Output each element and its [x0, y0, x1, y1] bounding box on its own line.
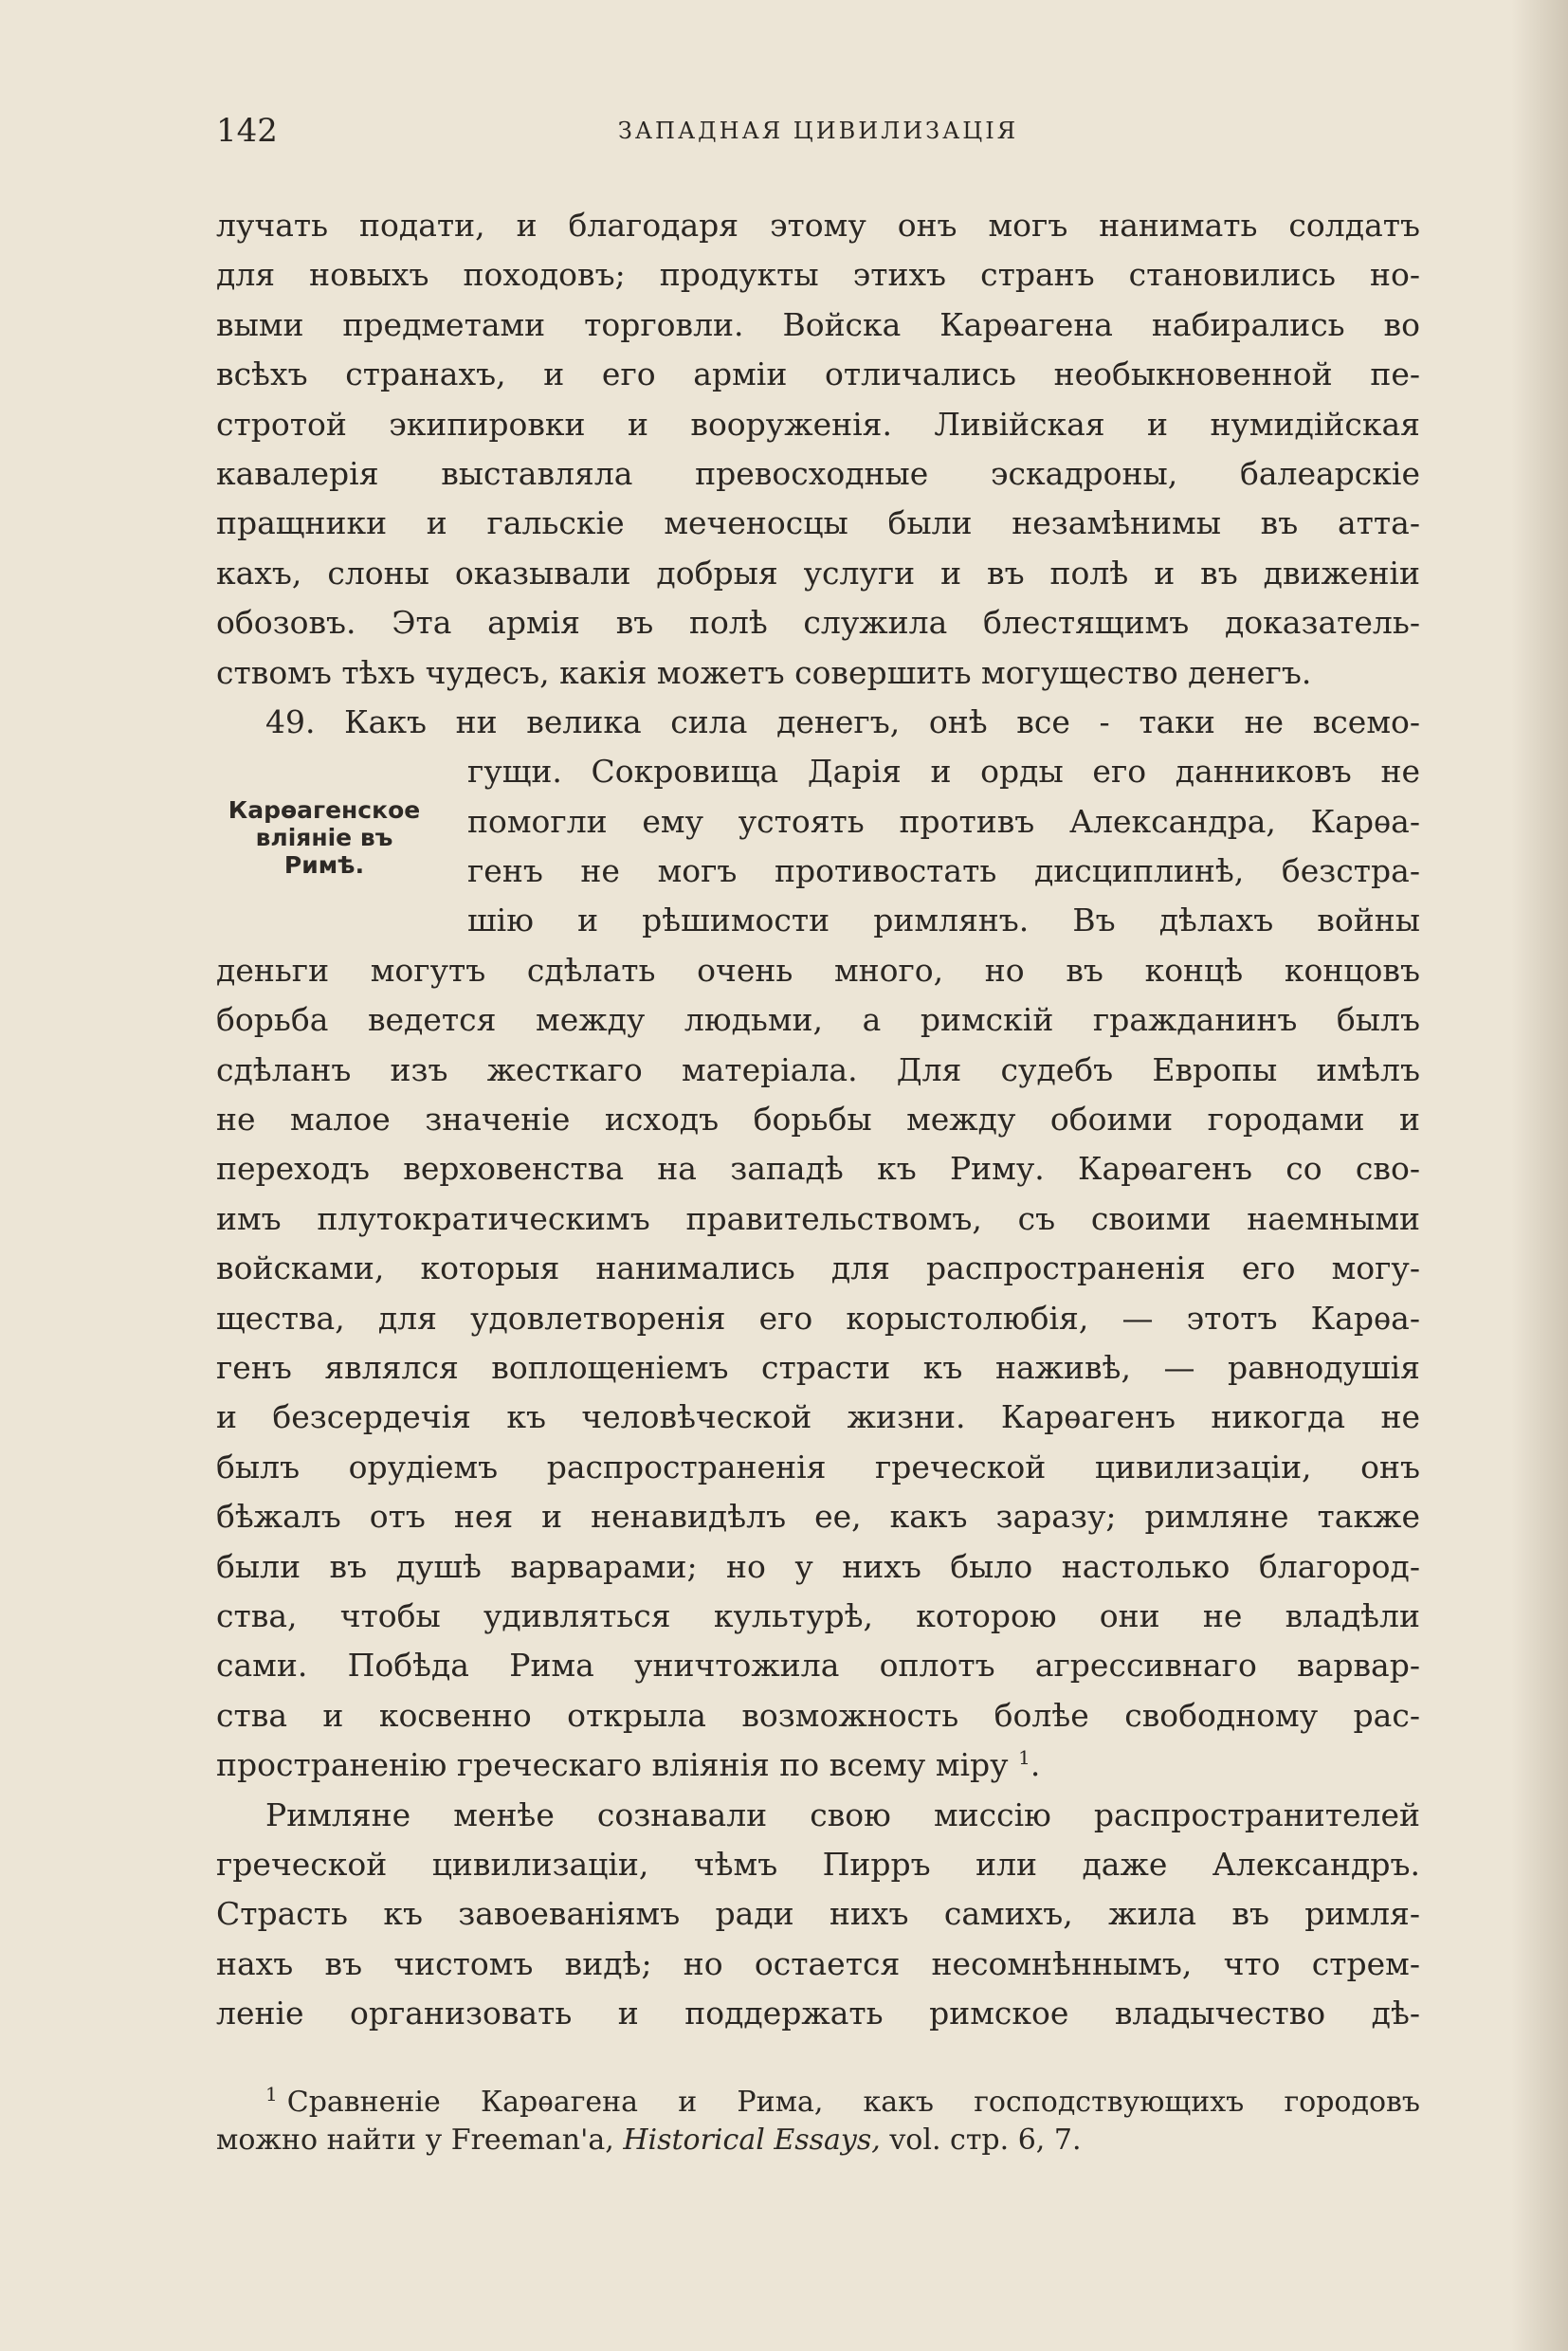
text-line: обозовъ. Эта армія въ полѣ служила блестящимъ доказатель-	[216, 604, 1420, 642]
text-line: были въ душѣ варварами; но у нихъ было настолько благород-	[216, 1547, 1420, 1585]
footnote	[216, 2084, 1420, 2160]
footnote-book-title: Historical Essays,	[623, 2123, 881, 2157]
footnote-text: можно найти у Freeman'a,	[216, 2123, 614, 2157]
text-line: выми предметами торговли. Войска Карѳагена набирались во	[216, 305, 1420, 343]
text-line: ства и косвенно открыла возможность болѣе свободному рас-	[216, 1696, 1420, 1734]
text-line: генъ не могъ противостать дисциплинѣ, безстра-	[467, 852, 1420, 890]
footnote-text: vol. стр. 6, 7.	[889, 2123, 1082, 2157]
text-line: имъ плутократическимъ правительствомъ, съ своими наемными	[216, 1199, 1420, 1237]
text-line: гущи. Сокровища Дарія и орды его данниковъ не	[467, 753, 1420, 791]
footnote-line	[216, 2084, 1420, 2122]
footnote-reference: 1	[1018, 1746, 1030, 1770]
paragraph-start: Римляне менѣе сознавали свою миссію распространителей	[265, 1795, 1420, 1833]
text-line: кавалерія выставляла превосходные эскадроны, балеарскіе	[216, 454, 1420, 492]
text-line: нахъ въ чистомъ видѣ; но остается несомнѣннымъ, что стрем-	[216, 1944, 1420, 1982]
text-line-content: пространенію греческаго вліянія по всему міру	[216, 1746, 1009, 1784]
text-line: переходъ верховенства на западѣ къ Риму. Карѳагенъ со сво-	[216, 1150, 1420, 1188]
main-text	[216, 201, 1420, 2038]
margin-note-line: Карѳагенское	[228, 796, 421, 824]
running-title: ЗАПАДНАЯ ЦИВИЛИЗАЦІЯ	[617, 118, 1019, 144]
text-line: деньги могутъ сдѣлать очень много, но въ концѣ концовъ	[216, 951, 1420, 989]
text-line: генъ являлся воплощеніемъ страсти къ наживѣ, — равнодушія	[216, 1348, 1420, 1386]
page-header	[216, 112, 1420, 155]
text-line: леніе организовать и поддержать римское владычество дѣ-	[216, 1995, 1420, 2032]
text-line: шію и рѣшимости римлянъ. Въ дѣлахъ войны	[467, 902, 1420, 939]
text-line: сами. Побѣда Рима уничтожила оплотъ агрессивнаго варвар-	[216, 1647, 1420, 1685]
text-line: Страсть къ завоеваніямъ ради нихъ самихъ, жила въ римля-	[216, 1895, 1420, 1933]
page-edge-shadow	[1511, 0, 1568, 2351]
text-line: и безсердечія къ человѣческой жизни. Карѳагенъ никогда не	[216, 1398, 1420, 1436]
footnote-mark: 1	[265, 2083, 278, 2105]
text-line: сдѣланъ изъ жесткаго матеріала. Для судебъ Европы имѣлъ	[216, 1050, 1420, 1088]
text-line: помогли ему устоять противъ Александра, Карѳа-	[467, 802, 1420, 840]
text-line: кахъ, слоны оказывали добрыя услуги и въ полѣ и въ движеніи	[216, 554, 1420, 592]
text-line: ствомъ тѣхъ чудесъ, какія можетъ совершить могущество денегъ.	[216, 653, 1312, 691]
text-line: щества, для удовлетворенія его корыстолюбія, — этотъ Карѳа-	[216, 1299, 1420, 1337]
text-line: борьба ведется между людьми, а римскій гражданинъ былъ	[216, 1001, 1420, 1039]
text-line: лучать подати, и благодаря этому онъ могъ нанимать солдатъ	[216, 207, 1420, 244]
footnote-text: Сравненіе Карѳагена и Рима, какъ господствующихъ городовъ	[286, 2086, 1420, 2119]
text-line: войсками, которыя нанимались для распространенія его могу-	[216, 1249, 1420, 1287]
text-line: для новыхъ походовъ; продукты этихъ странъ становились но-	[216, 256, 1420, 294]
text-line: греческой цивилизаціи, чѣмъ Пирръ или даже Александръ.	[216, 1845, 1420, 1883]
page-number: 142	[216, 112, 278, 150]
text-line: ства, чтобы удивляться культурѣ, которою они не владѣли	[216, 1596, 1420, 1634]
text-line: стротой экипировки и вооруженія. Ливійская и нумидійская	[216, 405, 1420, 443]
margin-note-line: Римѣ.	[283, 851, 365, 879]
text-line: не малое значеніе исходъ борьбы между обоими городами и	[216, 1101, 1420, 1139]
margin-note-line: вліяніе въ	[255, 824, 393, 851]
text-line: всѣхъ странахъ, и его арміи отличались необыкновенной пе-	[216, 355, 1420, 393]
text-line: бѣжалъ отъ нея и ненавидѣлъ ее, какъ заразу; римляне также	[216, 1498, 1420, 1536]
text-line: пращники и гальскіе меченосцы были незамѣнимы въ атта-	[216, 504, 1420, 542]
footnote-line	[216, 2122, 1420, 2160]
text-line: пространенію греческаго вліянія по всему міру $^1$.	[216, 1746, 1041, 1784]
text-line: былъ орудіемъ распространенія греческой цивилизаціи, онъ	[216, 1448, 1420, 1485]
section-49-start: 49. Какъ ни велика сила денегъ, онѣ все - таки не всемо-	[265, 702, 1420, 740]
